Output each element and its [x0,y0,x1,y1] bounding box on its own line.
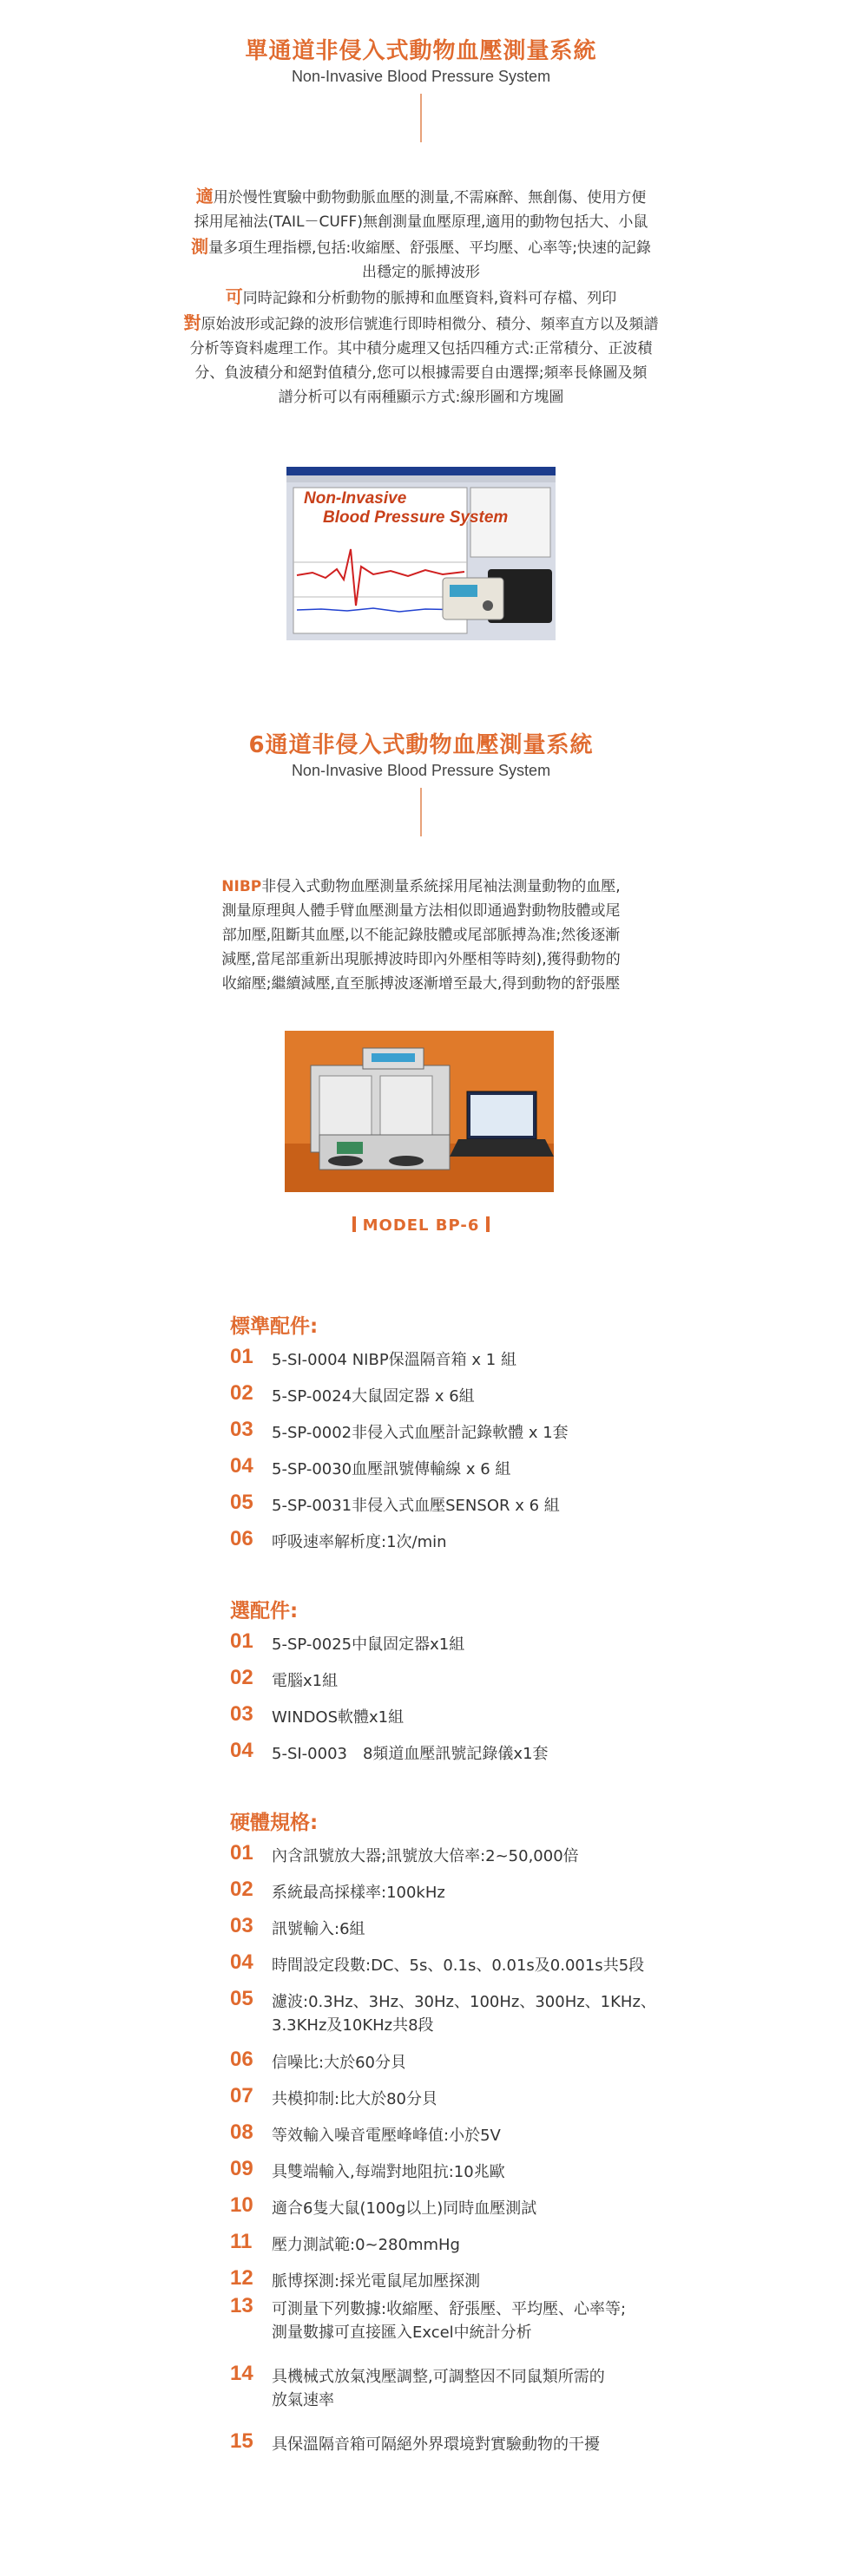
section1-description [135,184,707,410]
product-image-bp6 [285,1031,554,1192]
model-bar-left [352,1216,356,1232]
image-title-line1: Non-Invasive [304,489,407,508]
paragraph-3: 可同時記錄和分析動物的脈搏和血壓資料,資料可存檔、列印 [225,286,617,307]
divider-line [420,788,422,836]
section1-subtitle: Non-Invasive Blood Pressure System [291,68,551,85]
divider-line [420,94,422,142]
model-label: MODEL BP-6 [0,1216,842,1235]
paragraph-4: 對原始波形或記錄的波形信號進行即時相微分、積分、頻率直方以及頻譜 分析等資料處理工作。其中積分處理又包括四種方式:正常積分、正波積 分、負波積分和絕對值積分,您可以根據需要自由選擇;頻率長條圖及頻 譜分析可以有兩種顯示方式:線形圖和方塊圖 [183,312,659,406]
standard-title: 標準配件: [230,1315,319,1338]
section2-title: 6通道非侵入式動物血壓測量系統 [248,732,594,758]
section1-title: 單通道非侵入式動物血壓測量系統 [245,38,597,64]
section2-subtitle: Non-Invasive Blood Pressure System [291,762,551,779]
model-bar-right [486,1216,490,1232]
paragraph-1: 適用於慢性實驗中動物動脈血壓的測量,不需麻醉、無創傷、使用方便 採用尾袖法(TAIL－CUFF)無創測量血壓原理,適用的動物包括大、小鼠 [194,186,648,231]
optional-title: 選配件: [230,1600,299,1622]
paragraph-2: 測量多項生理指標,包括:收縮壓、舒張壓、平均壓、心率等;快速的記錄 出穩定的脈搏波形 [191,236,651,281]
hardware-title: 硬體規格: [230,1812,319,1834]
product-image-single-channel [286,467,556,640]
image-title-line2: Blood Pressure System [323,508,509,527]
section2-description: NIBP非侵入式動物血壓測量系統採用尾袖法測量動物的血壓, 測量原理與人體手臂血壓測量方法相似即通過對動物肢體或尾 部加壓,阻斷其血壓,以不能記錄肢體或尾部脈搏為准;然後逐漸 減壓,當尾部重新出現脈搏波時即內外壓相等時刻),獲得動物的 收縮壓;繼續減壓,直至脈搏波逐漸增至最大,得到動物的舒張壓 [221,878,621,993]
